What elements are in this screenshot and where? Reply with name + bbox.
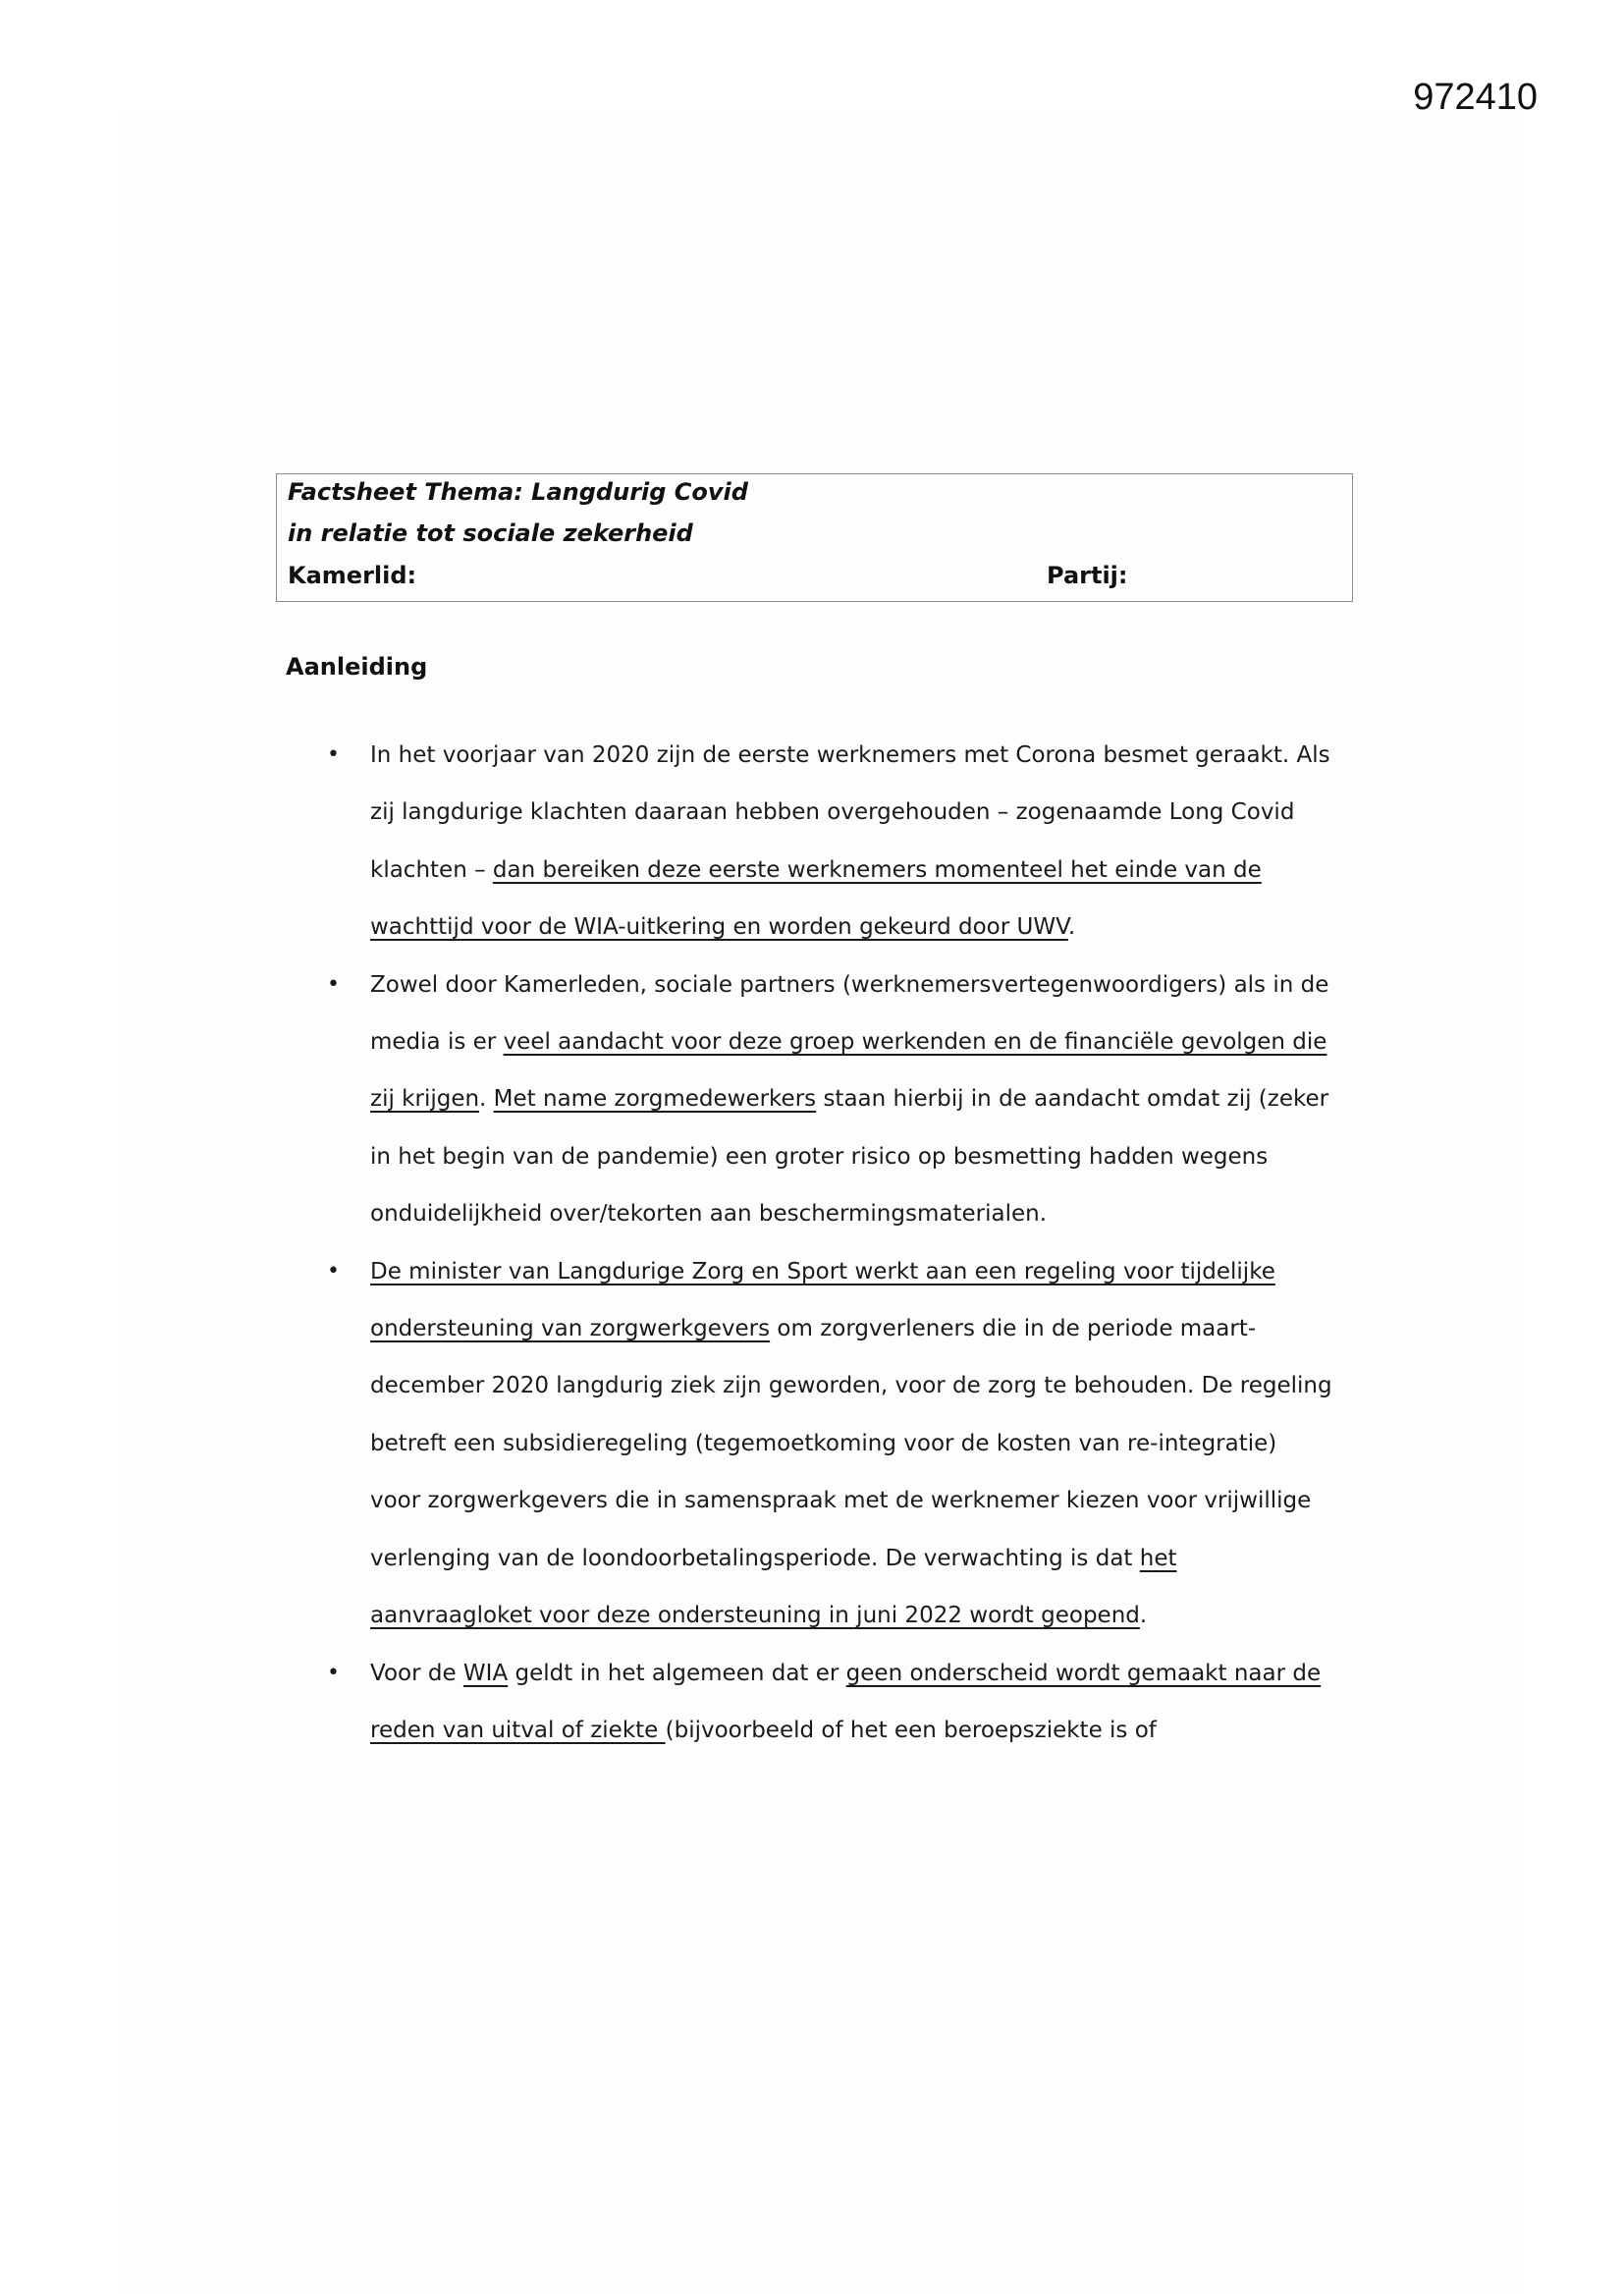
bullet-dot-icon: • [327, 742, 340, 767]
bullet-text-2-1: om zorgverleners die in de periode maart-december 2020 langdurig ziek zijn geworden, voor de zorg te behouden. De regeling betreft een subsidieregeling (tegemoetkoming voor de kosten van re-integratie) voor zorgwerkgevers die in samenspraak met de werknemer kiezen voor vrijwillige verlenging van de loondoorbetalingsperiode. De verwachting is dat [370, 1316, 1332, 1571]
partij-label: Partij: [1047, 562, 1128, 589]
kamerlid-label: Kamerlid: [288, 562, 417, 589]
factsheet-header-box [276, 473, 1353, 602]
bullet-item [0, 1645, 1332, 1760]
bullet-dot-icon: • [327, 971, 340, 997]
bullet-dot-icon: • [327, 1660, 340, 1685]
bullet-text-2-0: De minister van Langdurige Zorg en Sport werkt aan een regeling voor tijdelijke ondersteuning van zorgwerkgevers [370, 1258, 1275, 1342]
section-heading-aanleiding: Aanleiding [286, 653, 428, 681]
bullet-text-2-2: het aanvraagloket voor deze ondersteuning in juni 2022 wordt geopend [370, 1545, 1177, 1629]
bullet-text-3-3: geen onderscheid wordt gemaakt naar de reden van uitval of ziekte [370, 1660, 1322, 1743]
bullet-text-3-1: WIA [462, 1660, 509, 1686]
bullet-text-0-0: In het voorjaar van 2020 zijn de eerste werknemers met Corona besmet geraakt. Als zij langdurige klachten daaraan hebben overgehouden – zogenaamde Long Covid klachten – [370, 742, 1330, 883]
bullet-text-1-0: Zowel door Kamerleden, sociale partners (werknemersvertegenwoordigers) als in de media is er [370, 971, 1329, 1056]
bullet-text-1-4: staan hierbij in de aandacht omdat zij (zeker in het begin van de pandemie) een groter risico op besmetting hadden wegens onduidelijkheid over/tekorten aan beschermingsmaterialen. [370, 1086, 1329, 1228]
bullet-text-0-1: dan bereiken deze eerste werknemers momenteel het einde van de wachttijd voor de WIA-uitkering en worden gekeurd door UWV [370, 856, 1262, 941]
bullet-text-1-2: . [479, 1086, 494, 1113]
bullet-item [0, 957, 1332, 1243]
bullet-text-1-3: Met name zorgmedewerkers [493, 1086, 817, 1113]
bullet-text-3-4: (bijvoorbeeld of het een beroepsziekte is of [665, 1717, 1157, 1743]
bullet-text-1-1: veel aandacht voor deze groep werkenden en de financiële gevolgen die zij krijgen [370, 1029, 1327, 1113]
factsheet-title-line2: in relatie tot sociale zekerheid [288, 519, 693, 547]
bullet-text-3-0: Voor de [370, 1660, 463, 1686]
document-id: 972410 [1413, 77, 1538, 118]
bullet-text-0-2: . [1067, 914, 1076, 941]
bullet-list [0, 727, 1332, 1759]
bullet-text-2-3: . [1139, 1603, 1148, 1629]
factsheet-title-line1: Factsheet Thema: Langdurig Covid [288, 478, 748, 506]
bullet-dot-icon: • [327, 1258, 340, 1284]
bullet-item [0, 727, 1332, 957]
bullet-item [0, 1243, 1332, 1645]
bullet-text-3-2: geldt in het algemeen dat er [508, 1660, 846, 1686]
